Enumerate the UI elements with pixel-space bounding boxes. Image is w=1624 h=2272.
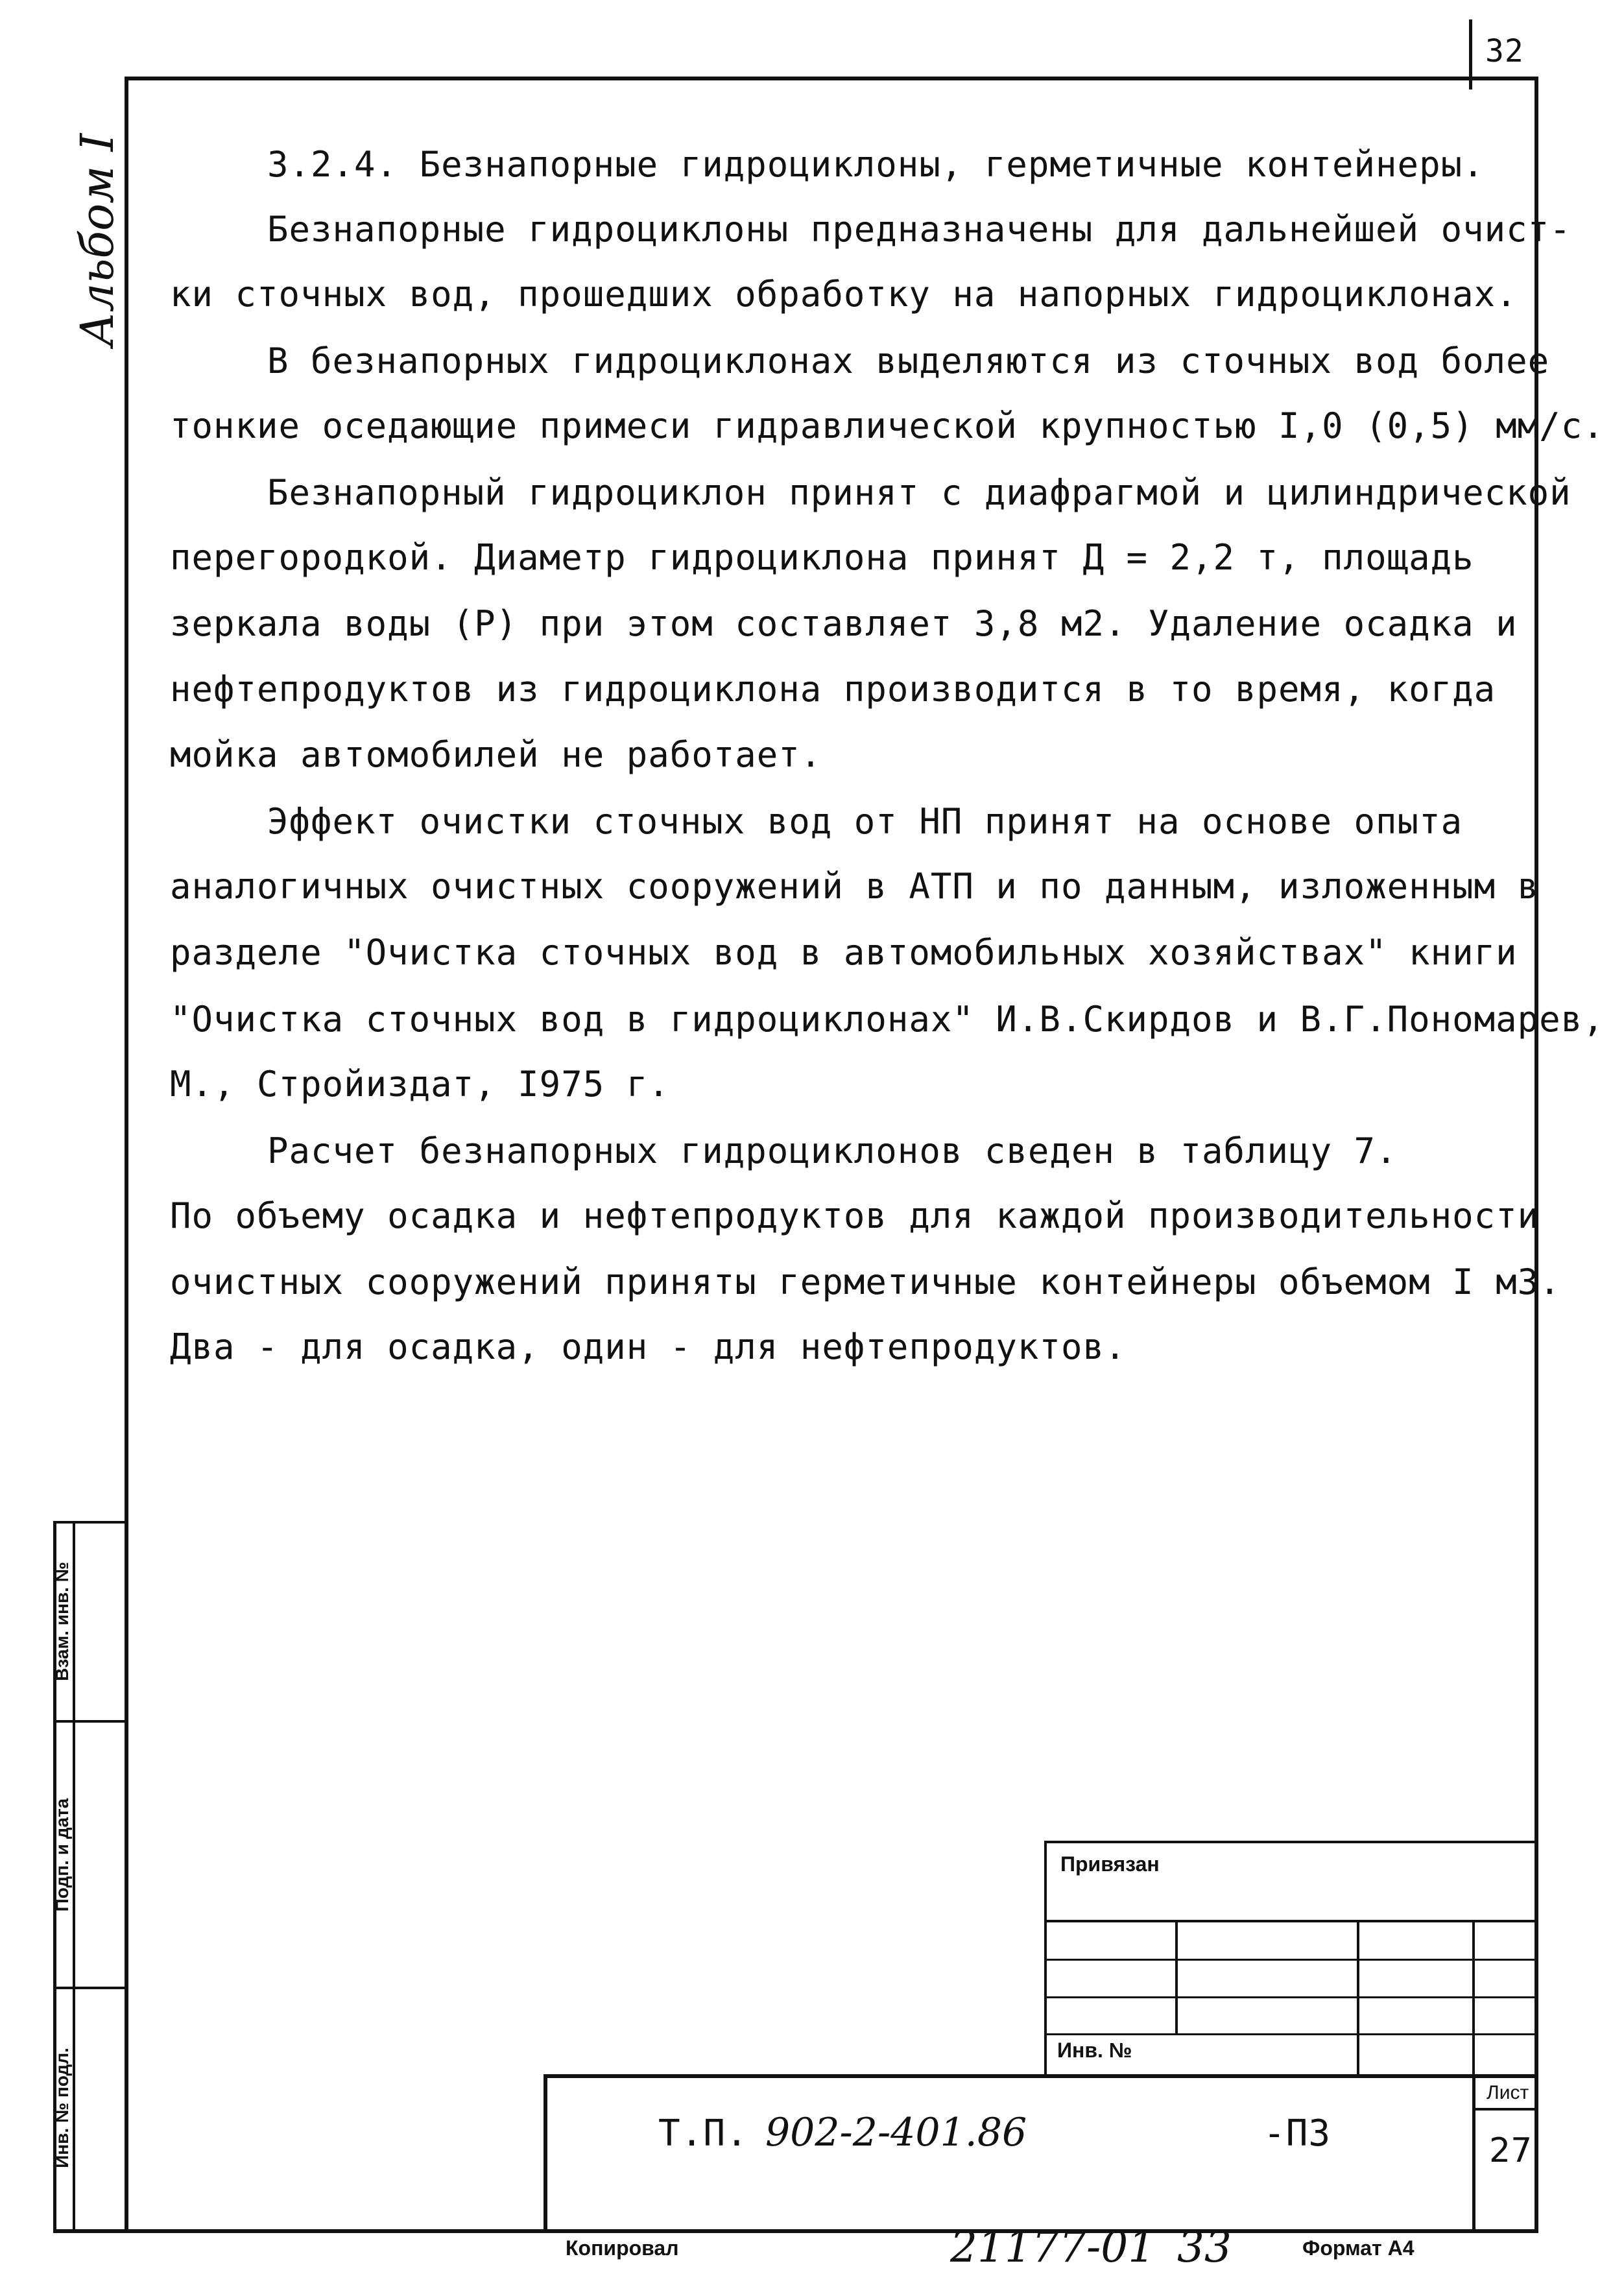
text-line: мойка автомобилей не работает. — [170, 734, 822, 775]
tb-row-line — [1044, 1996, 1538, 1998]
tb-row-line — [1044, 2033, 1538, 2035]
section-heading: 3.2.4. Безнапорные гидроциклоны, герметичные контейнеры. — [267, 144, 1485, 185]
text-line: тонкие оседающие примеси гидравлической крупностью I,0 (0,5) мм/с. — [170, 405, 1605, 446]
doc-prefix: Т.П. — [658, 2112, 748, 2155]
tb-sheet-left — [1472, 2074, 1475, 2233]
text-line: Безнапорный гидроциклон принят с диафрагмой и цилиндрической — [267, 472, 1571, 513]
order-number: 21177-01 — [950, 2222, 1156, 2272]
sheet-number: 27 — [1489, 2131, 1533, 2170]
sheet-label: Лист — [1487, 2082, 1529, 2103]
text-line: Расчет безнапорных гидроциклонов сведен в таблицу 7. — [267, 1130, 1398, 1171]
format-label: Формат А4 — [1302, 2236, 1415, 2260]
frame-left — [125, 77, 128, 2233]
text-line: нефтепродуктов из гидроциклона производится в то время, когда — [170, 669, 1496, 710]
frame-right — [1534, 77, 1538, 2233]
text-line: Безнапорные гидроциклоны предназначены для дальнейшей очист- — [267, 209, 1571, 250]
text-line: зеркала воды (Р) при этом составляет 3,8 м2. Удаление осадка и — [170, 603, 1518, 644]
tb-upper-top — [1044, 1841, 1538, 1843]
side-stamp-vzam-inv: Взам. инв. № — [52, 1562, 72, 1681]
text-line: очистных сооружений приняты герметичные контейнеры объемом I м3. — [170, 1262, 1561, 1302]
inv-no-label: Инв. № — [1057, 2039, 1132, 2062]
text-line: разделе "Очистка сточных вод в автомобильных хозяйствах" книги — [170, 932, 1518, 973]
tb-col-line — [1175, 1920, 1178, 2033]
tb-col-line — [1472, 1920, 1475, 2075]
page-number: 32 — [1485, 33, 1524, 69]
frame-top — [125, 77, 1538, 80]
frame-bottom — [53, 2229, 1538, 2233]
text-line: По объему осадка и нефтепродуктов для каждой производительности — [170, 1195, 1540, 1236]
side-stamp-column-divider — [73, 1521, 75, 2233]
text-line: перегородкой. Диаметр гидроциклона принят Д = 2,2 т, площадь — [170, 537, 1474, 578]
tb-col-line — [1357, 1920, 1359, 2075]
doc-number: 902-2-401.86 — [765, 2110, 1027, 2155]
privyazan-label: Привязан — [1060, 1852, 1160, 1876]
text-line: аналогичных очистных сооружений в АТП и по данным, изложенным в — [170, 866, 1540, 907]
order-sheet: 33 — [1177, 2222, 1232, 2272]
tb-row-line — [1044, 1959, 1538, 1961]
text-line: М., Стройиздат, I975 г. — [170, 1064, 670, 1105]
tb-row-line — [1044, 1920, 1538, 1922]
tb-main-left — [543, 2074, 547, 2233]
text-line: "Очистка сточных вод в гидроциклонах" И.В.Скирдов и В.Г.Пономарев, — [170, 999, 1605, 1040]
side-stamp-divider — [53, 1720, 128, 1723]
side-stamp-top — [53, 1521, 128, 1524]
text-line: ки сточных вод, прошедших обработку на напорных гидроциклонах. — [170, 274, 1518, 315]
side-stamp-inv-podl: Инв. № подл. — [52, 2048, 72, 2168]
text-line: Эффект очистки сточных вод от НП принят на основе опыта — [267, 801, 1463, 842]
copied-label: Копировал — [566, 2236, 679, 2260]
doc-suffix: -ПЗ — [1263, 2112, 1331, 2155]
text-line: В безнапорных гидроциклонах выделяются из сточных вод более — [267, 341, 1550, 381]
album-label: Альбом I — [71, 133, 124, 347]
side-stamp-podp-data: Подп. и дата — [52, 1798, 72, 1912]
tb-main-top — [543, 2074, 1538, 2078]
text-line: Два - для осадка, один - для нефтепродуктов. — [170, 1326, 1127, 1367]
tb-sheet-divider — [1472, 2108, 1538, 2111]
side-stamp-divider — [53, 1987, 128, 1989]
